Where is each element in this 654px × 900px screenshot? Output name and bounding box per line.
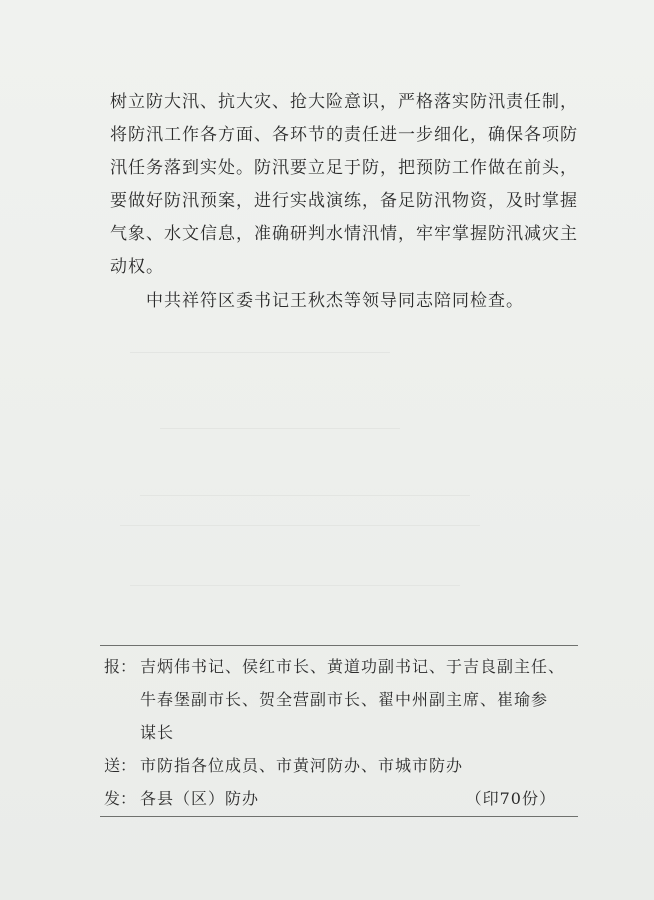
bleed-through-line — [130, 352, 390, 353]
send-recipients: 市防指各位成员、市黄河防办、市城市防办 — [140, 756, 464, 775]
paragraph-line: 要做好防汛预案，进行实战演练，备足防汛物资，及时掌握 — [110, 191, 578, 211]
send-label: 送： — [104, 756, 137, 775]
distribution-top-rule — [100, 645, 578, 646]
issue-label: 发： — [104, 789, 137, 808]
paragraph-line: 汛任务落到实处。防汛要立足于防，把预防工作做在前头， — [110, 158, 578, 178]
print-copies: （印70份） — [465, 789, 556, 808]
closing-line: 中共祥符区委书记王秋杰等领导同志陪同检查。 — [146, 291, 524, 311]
bleed-through-line — [140, 495, 470, 496]
paragraph-line: 气象、水文信息，准确研判水情汛情，牢牢掌握防汛减灾主 — [110, 224, 578, 244]
issue-recipients: 各县（区）防办 — [140, 789, 260, 808]
report-label: 报： — [104, 657, 137, 676]
bleed-through-line — [130, 585, 460, 586]
report-line: 吉炳伟书记、侯红市长、黄道功副书记、于吉良副主任、 — [140, 657, 566, 676]
report-row — [104, 650, 574, 749]
paragraph-line: 树立防大汛、抗大灾、抢大险意识，严格落实防汛责任制， — [110, 92, 578, 112]
report-line: 牛春堡副市长、贺全营副市长、翟中州副主席、崔瑜参 — [140, 690, 549, 709]
bleed-through-line — [120, 525, 480, 526]
paragraph-line: 动权。 — [110, 257, 164, 277]
report-line: 谋长 — [140, 723, 175, 742]
send-row — [104, 749, 574, 782]
body-paragraph — [110, 86, 578, 318]
distribution-bottom-rule — [100, 816, 578, 817]
issue-row — [104, 782, 574, 815]
bleed-through-line — [160, 428, 400, 429]
paragraph-line: 将防汛工作各方面、各环节的责任进一步细化，确保各项防 — [110, 125, 578, 145]
distribution-block — [104, 650, 574, 815]
